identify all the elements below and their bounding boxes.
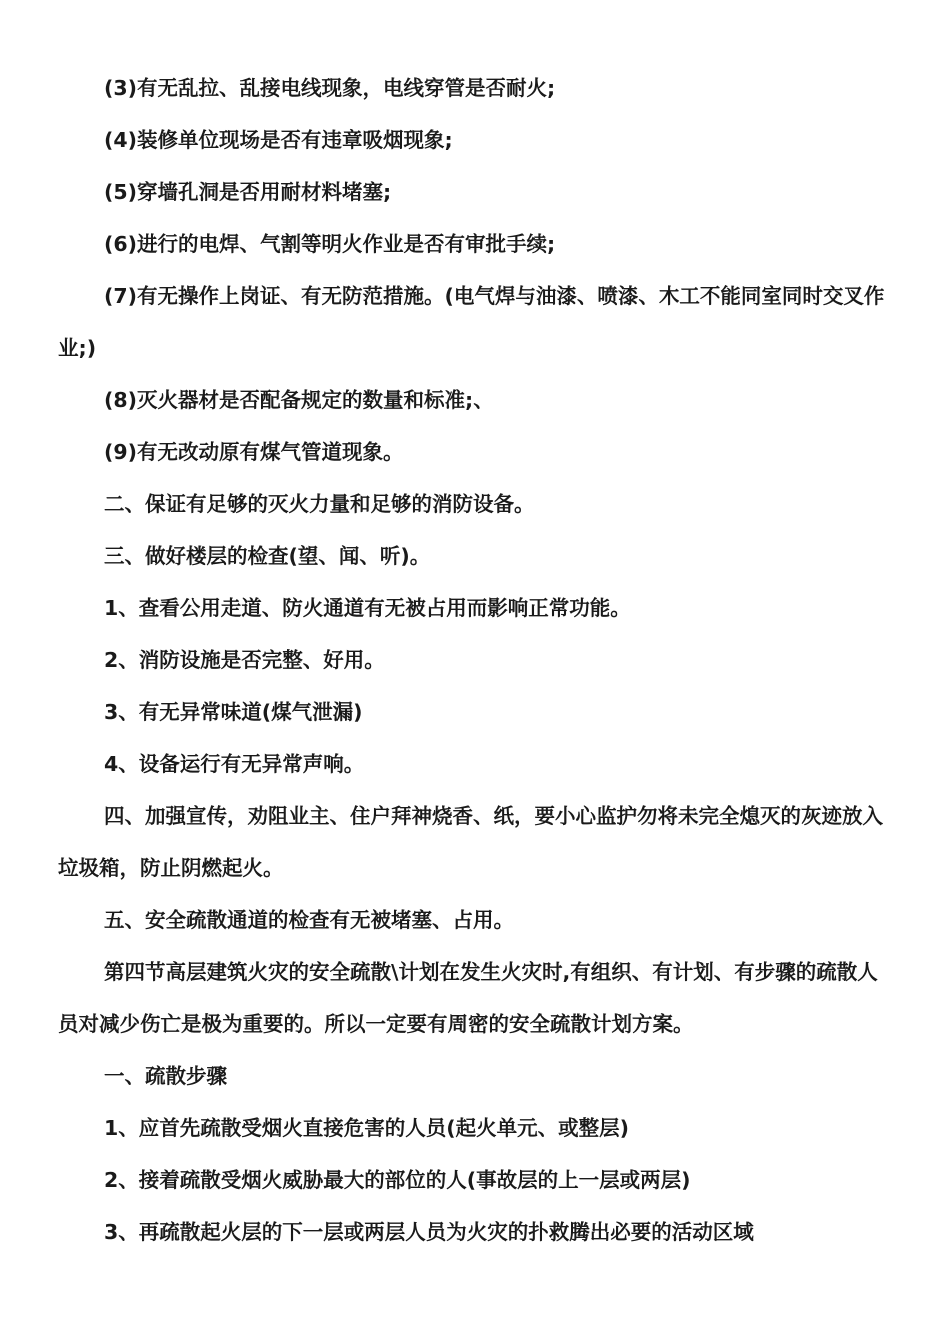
document-body bbox=[58, 62, 894, 1258]
section-heading-5: 五、安全疏散通道的检查有无被堵塞、占用。 bbox=[104, 908, 514, 932]
paragraph-item-9: (9)有无改动原有煤气管道现象。 bbox=[104, 440, 404, 464]
check-item-4: 4、设备运行有无异常声响。 bbox=[104, 752, 365, 776]
evacuation-step-2: 2、接着疏散受烟火威胁最大的部位的人(事故层的上一层或两层) bbox=[104, 1168, 691, 1192]
section-heading-2: 二、保证有足够的灭火力量和足够的消防设备。 bbox=[104, 492, 535, 516]
check-item-1: 1、查看公用走道、防火通道有无被占用而影响正常功能。 bbox=[104, 596, 631, 620]
paragraph-item-3: (3)有无乱拉、乱接电线现象，电线穿管是否耐火; bbox=[104, 76, 556, 100]
chapter-section-4-intro: 第四节高层建筑火灾的安全疏散\计划在发生火灾时,有组织、有计划、有步骤的疏散人员对减少伤亡是极为重要的。所以一定要有周密的安全疏散计划方案。 bbox=[58, 960, 878, 1036]
evacuation-steps-heading: 一、疏散步骤 bbox=[104, 1064, 227, 1088]
evacuation-step-1: 1、应首先疏散受烟火直接危害的人员(起火单元、或整层) bbox=[104, 1116, 630, 1140]
section-heading-4: 四、加强宣传，劝阻业主、住户拜神烧香、纸，要小心监护勿将未完全熄灭的灰迹放入垃圾箱，防止阴燃起火。 bbox=[58, 804, 883, 880]
paragraph-item-7: (7)有无操作上岗证、有无防范措施。(电气焊与油漆、喷漆、木工不能同室同时交叉作业;) bbox=[58, 284, 885, 360]
paragraph-item-5: (5)穿墙孔洞是否用耐材料堵塞; bbox=[104, 180, 392, 204]
paragraph-item-6: (6)进行的电焊、气割等明火作业是否有审批手续; bbox=[104, 232, 556, 256]
check-item-3: 3、有无异常味道(煤气泄漏) bbox=[104, 700, 363, 724]
evacuation-step-3: 3、再疏散起火层的下一层或两层人员为火灾的扑救腾出必要的活动区域 bbox=[104, 1220, 754, 1244]
section-heading-3: 三、做好楼层的检查(望、闻、听)。 bbox=[104, 544, 431, 568]
paragraph-item-4: (4)装修单位现场是否有违章吸烟现象; bbox=[104, 128, 453, 152]
check-item-2: 2、消防设施是否完整、好用。 bbox=[104, 648, 385, 672]
paragraph-item-8: (8)灭火器材是否配备规定的数量和标准;、 bbox=[104, 388, 494, 412]
